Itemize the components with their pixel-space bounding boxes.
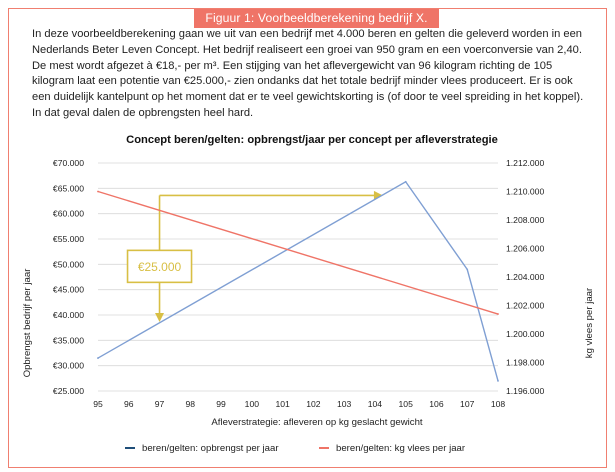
y-tick-label: €30.000 — [52, 360, 84, 371]
y2-axis-label: kg vlees per jaar — [584, 287, 595, 359]
x-tick-label: 100 — [244, 399, 260, 409]
x-tick-label: 106 — [429, 399, 444, 409]
y2-tick-label: 1.204.000 — [506, 272, 545, 282]
x-tick-label: 95 — [93, 399, 103, 409]
y-axis-label: Opbrengst bedrijf per jaar — [22, 268, 33, 378]
x-tick-label: 96 — [123, 399, 134, 409]
y-tick-label: €25.000 — [52, 386, 84, 396]
chart-title: Concept beren/gelten: opbrengst/jaar per concept per afleverstrategie — [126, 134, 498, 146]
series-point-0 — [466, 269, 468, 271]
y-tick-label: €45.000 — [52, 284, 84, 295]
y2-tick-label: 1.210.000 — [506, 186, 545, 197]
y-tick-label: €70.000 — [52, 158, 84, 168]
x-tick-label: 107 — [460, 399, 475, 409]
series-point-0 — [97, 357, 99, 359]
x-axis-label: Afleverstrategie: afleveren op kg geslacht gewicht — [211, 417, 423, 428]
y-tick-label: €50.000 — [52, 259, 84, 270]
y-tick-label: €65.000 — [52, 183, 84, 194]
y2-tick-label: 1.208.000 — [506, 215, 545, 225]
series-point-1 — [497, 313, 499, 315]
x-tick-label: 103 — [336, 399, 352, 409]
x-tick-label: 108 — [490, 399, 506, 409]
y-tick-label: €55.000 — [52, 234, 84, 244]
intro-paragraph: In deze voorbeeldberekening gaan we uit van een bedrijf met 4.000 beren en gelten die geleverd worden in een Nederlands Beter Leven Concept. Het bedrijf realiseert een groei van 950 gram en een voerconversie van 2,40. De mest wordt afgezet à €18,- per m³. Een stijging van het aflevergewicht van 96 kilogram richting de 105 kilogram laat een potentie van €25.000,- zien ondanks dat het totale bedrijf minder vlees produceert. Er is ook een duidelijk kantelpunt op het moment dat er te veel gewichtskorting is (of door te veel spreiding in het koppel). In dat geval dalen de opbrengsten heel hard. — [32, 28, 584, 119]
y2-tick-label: 1.202.000 — [506, 300, 545, 311]
y-tick-label: €60.000 — [52, 208, 84, 219]
figure-label: Figuur 1: Voorbeeldberekening bedrijf X. — [194, 9, 439, 28]
x-tick-label: 102 — [306, 399, 321, 409]
x-tick-label: 99 — [216, 399, 226, 409]
y2-tick-label: 1.206.000 — [506, 243, 545, 254]
annotation-layer — [128, 191, 383, 322]
legend-label-kg: beren/gelten: kg vlees per jaar — [336, 443, 466, 454]
x-tick-label: 97 — [154, 399, 165, 409]
x-tick-label: 104 — [367, 399, 383, 409]
annotation-label: €25.000 — [137, 259, 182, 274]
series-point-0 — [497, 380, 499, 382]
y2-tick-label: 1.200.000 — [506, 329, 545, 339]
line-chart — [16, 127, 600, 463]
y2-tick-label: 1.212.000 — [506, 158, 545, 168]
y-tick-label: €35.000 — [52, 335, 84, 346]
series-point-1 — [97, 191, 99, 193]
chart-container — [16, 127, 600, 463]
y2-tick-label: 1.198.000 — [506, 357, 545, 368]
x-tick-label: 101 — [275, 399, 290, 409]
series-point-0 — [405, 181, 407, 183]
y-tick-label: €40.000 — [52, 310, 84, 320]
x-tick-label: 98 — [185, 399, 196, 409]
x-tick-label: 105 — [398, 399, 413, 409]
legend-label-opbrengst: beren/gelten: opbrengst per jaar — [142, 443, 279, 454]
y2-tick-label: 1.196.000 — [506, 386, 545, 396]
chart-legend — [125, 443, 466, 454]
